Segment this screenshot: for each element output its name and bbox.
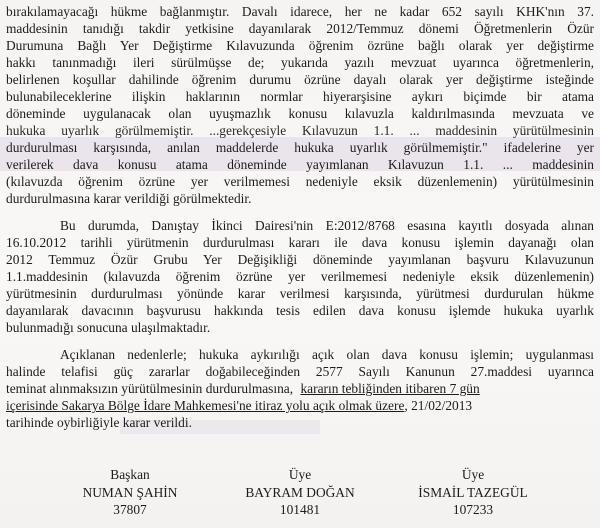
underlined-text: kararın tebliğinden itibaren 7 gün xyxy=(300,381,480,396)
signature-role: Üye xyxy=(288,467,312,482)
body-text: , 21/02/2013 xyxy=(404,398,473,413)
body-line: durdurulması karşısında, anılan maddelerde hukuka uyarlık görülmemiştir." ifadelerine yer xyxy=(6,140,594,155)
body-line: bulunabileceklerine ilişkin haklarının normlar hiyerarşisine aykırı biçimde bir atama xyxy=(6,89,594,104)
body-line: 16.10.2012 tarihli yürütmenin durdurulması kararı ile dava konusu işlemin dayanağı olan xyxy=(6,235,594,250)
signature-number: 107233 xyxy=(452,502,494,517)
body-line: verilerek dava konusu atama döneminde yayımlanan Kılavuzun 1.1. ... maddesinin xyxy=(6,157,594,172)
body-line: maddesinin tanıdığı takdir yetkisine dayanılarak 2012/Temmuz dönemi Öğretmenlerin Özür xyxy=(6,21,594,36)
body-line: bırakılamayacağı hükme bağlanmıştır. Davalı idarece, her ne kadar 652 sayılı KHK'nın 37. xyxy=(6,4,594,19)
body-line: Açıklanan nedenlerle; hukuka aykırılığı açık olan dava konusu işlemin; uygulanması xyxy=(60,347,594,362)
body-line: dayanılarak davacının başvurusu hakkında tesis edilen dava konusu işlemde hukuka uyarlık xyxy=(6,303,594,318)
signature-name: NUMAN ŞAHİN xyxy=(82,484,178,500)
body-line: 2012 Temmuz Özür Grubu Yer Değişikliği döneminde yayımlanan başvuru Kılavuzunun xyxy=(6,252,594,267)
body-line: halinde telafisi güç zararlar doğabileceğinden 2577 Sayılı Kanunun 27.maddesi uyarınca xyxy=(6,364,594,379)
body-line xyxy=(6,380,594,397)
body-line: Bu durumda, Danıştay İkinci Dairesi'nin E:2012/8768 esasına kayıtlı dosyada alınan xyxy=(60,218,594,233)
signature-number: 101481 xyxy=(279,502,321,517)
body-line: belirlenen koşullar dahilinde öğrenim durumu özrüne dayalı olarak yer değiştirme isteğinde xyxy=(6,72,594,87)
signature-number: 37807 xyxy=(113,502,147,517)
signature-role: Üye xyxy=(461,467,485,482)
body-line: tarihinde oybirliğiyle karar verildi. xyxy=(6,415,192,430)
body-line xyxy=(6,397,594,414)
underlined-text: içerisinde Sakarya Bölge İdare Mahkemesi'ne itiraz yolu açık olmak üzere xyxy=(6,398,405,413)
body-text: teminat alınmaksızın yürütülmesinin durdurulmasına, xyxy=(6,381,294,396)
signature-name: İSMAİL TAZEGÜL xyxy=(418,484,528,500)
signature-name: BAYRAM DOĞAN xyxy=(245,484,355,500)
body-line: (kılavuzda öğrenim özrüne yer verilmemesi nedeniyle eksik düzenlemenin) yürütülmesinin xyxy=(6,174,594,189)
body-line: durdurulmasına karar verildiği görülmektedir. xyxy=(6,191,252,206)
signature-block-member-1 xyxy=(200,466,400,519)
body-line: yürütmesinin durdurulması yönünde karar verilmesi karşısında, yürütmesi durdurulan hükme xyxy=(6,286,594,301)
body-line: Durumuna Bağlı Yer Değiştirme Kılavuzunda öğrenim özrüne bağlı olarak yer değiştirme xyxy=(6,38,594,53)
body-line: 1.1.maddesinin (kılavuzda öğrenim özrüne yer verilmemesi nedeniyle eksik düzenlemenin) xyxy=(6,269,594,284)
signature-role: Başkan xyxy=(110,467,150,482)
signature-block-member-2 xyxy=(373,466,573,519)
body-line: hakkı tanınmadığı ileri sürülmüşse de; yukarıda yazılı mevzuat uyarınca öğretmenlerin, xyxy=(6,55,594,70)
body-line: hukuka uyarlık görülmemiştir. ...gerekçesiyle Kılavuzun 1.1. ... maddesinin yürütülmesinin xyxy=(6,123,594,138)
body-line: bulunmadığı sonucuna ulaşılmaktadır. xyxy=(6,320,211,335)
body-line: döneminde uygulanacak olan uyuşmazlık konusu kılavuzla kaldırılmasında mevzuata ve xyxy=(6,106,594,121)
